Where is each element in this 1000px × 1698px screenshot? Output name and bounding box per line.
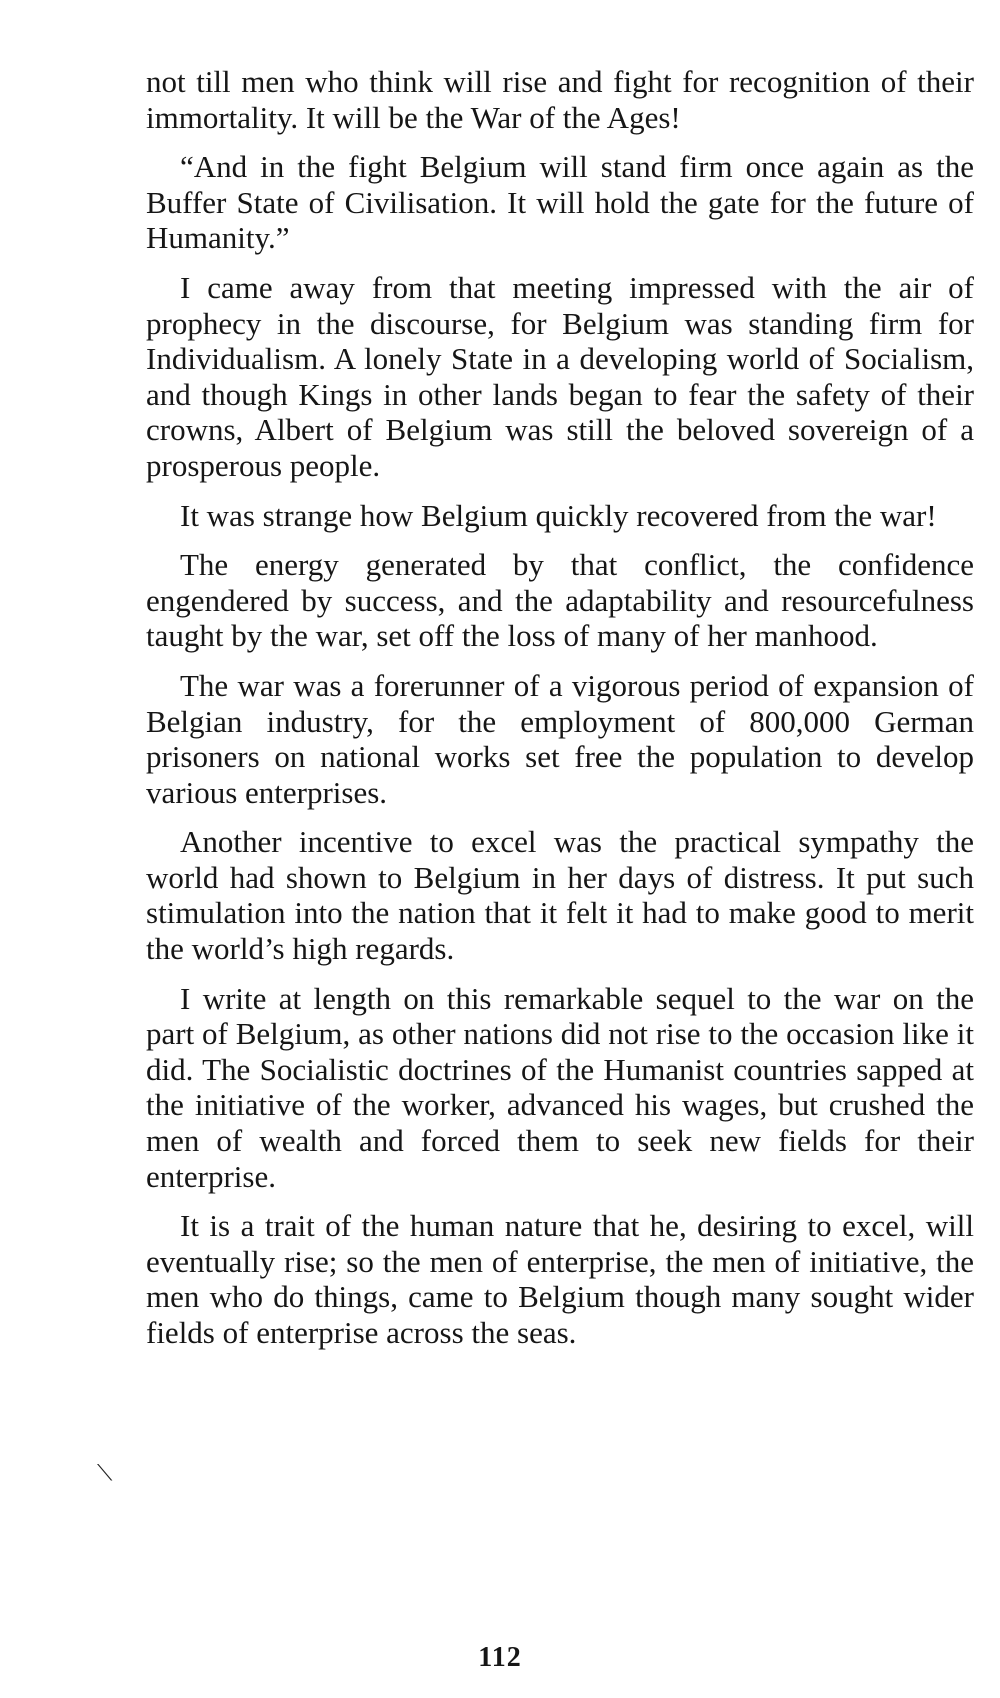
- paragraph-2: “And in the fight Belgium will stand firm once again as the Buffer State of Civilisation. It will hold the gate for the future of Humanity.”: [146, 149, 974, 256]
- paragraph-4: It was strange how Belgium quickly recovered from the war!: [180, 497, 937, 533]
- page-number: 112: [478, 1642, 522, 1673]
- paragraph-6: The war was a forerunner of a vigorous period of expansion of Belgian industry, for the employment of 800,000 German prisoners on national works set free the population to develop various enterprises.: [146, 667, 974, 810]
- paragraph-5: The energy generated by that conflict, the confidence engendered by success, and the adaptability and resourcefulness taught by the war, set off the loss of many of her manhood.: [146, 547, 974, 654]
- paragraph-9: It is a trait of the human nature that he, desiring to excel, will eventually rise; so the men of enterprise, the men of initiative, the men who do things, came to Belgium though many sought wider fields of enterprise across the seas.: [146, 1208, 974, 1350]
- paragraph-7: Another incentive to excel was the practical sympathy the world had shown to Belgium in her days of distress. It put such stimulation into the nation that it felt it had to make good to merit the world’s high regards.: [146, 824, 974, 967]
- page-body: [146, 64, 974, 1365]
- paragraph-8: I write at length on this remarkable sequel to the war on the part of Belgium, as other nations did not rise to the occasion like it did. The Socialistic doctrines of the Humanist countries sapped at the initiative of the worker, advanced his wages, but crushed the men of wealth and forced them to seek new fields for their enterprise.: [146, 980, 974, 1194]
- paragraph-3: I came away from that meeting impressed with the air of prophecy in the discourse, for Belgium was standing firm for Individualism. A lonely State in a developing world of Socialism, and though Kings in other lands began to fear the safety of their crowns, Albert of Belgium was still the beloved sovereign of a prosperous people.: [146, 269, 974, 483]
- margin-ink-mark: ⟍: [97, 1460, 113, 1485]
- paragraph-1: not till men who think will rise and fight for recognition of their immortality. It will be the War of the Ages!: [146, 64, 974, 135]
